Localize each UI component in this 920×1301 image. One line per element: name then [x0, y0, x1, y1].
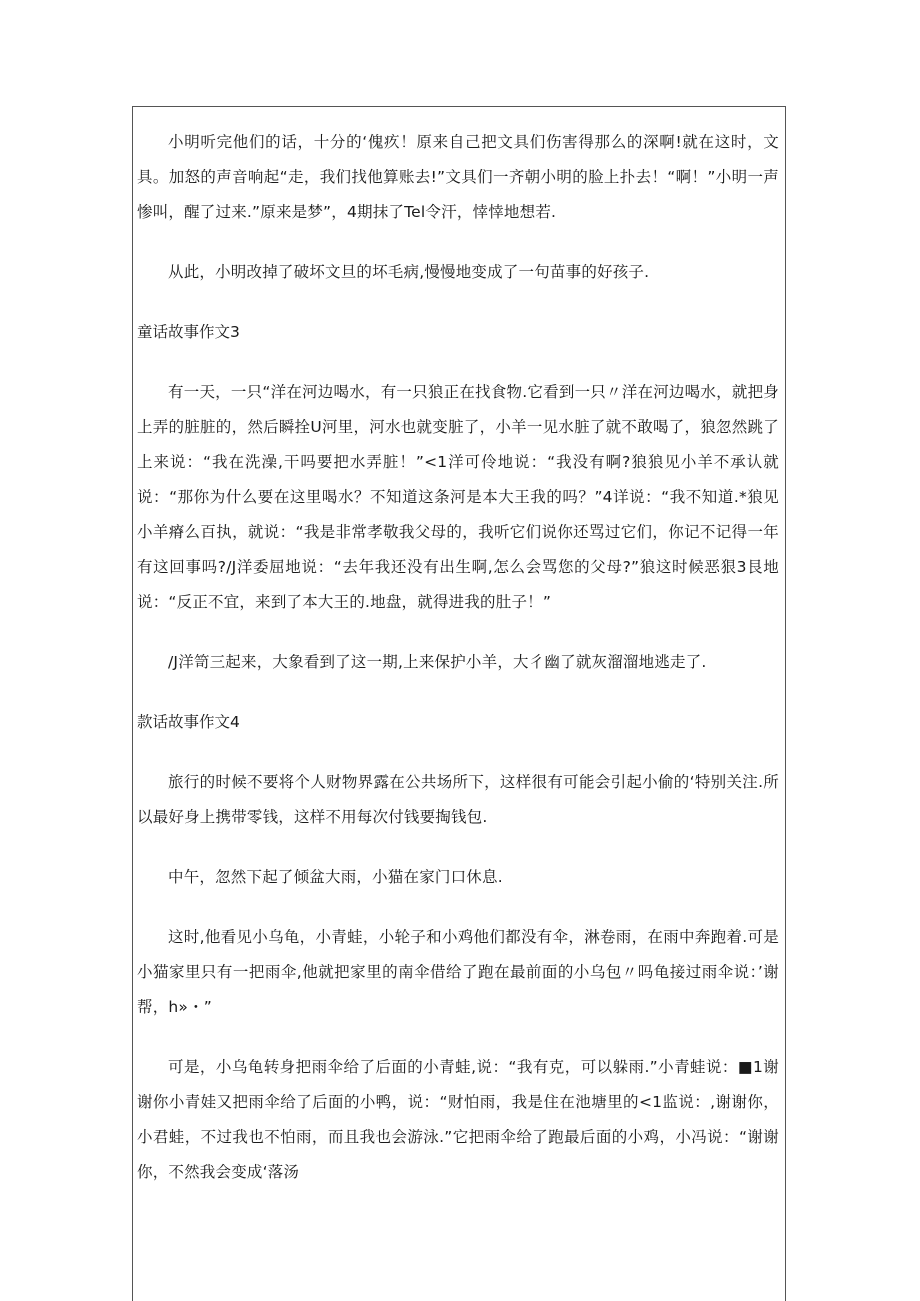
- paragraph-rain: 中午，忽然下起了倾盆大雨，小猫在家门口休息.: [168, 868, 503, 886]
- page-frame: [132, 106, 786, 1301]
- paragraph-dream: 小明听完他们的话，十分的‘傀疚！原来自己把文具们伤害得那么的深啊!就在这时，文具。加怒的声音响起“走，我们找他算账去!”文具们一齐朝小明的脸上扑去！“啊！”小明一声惨叫，醒了过来.”原来是梦”，4期抹了Tel令汗，悻悻地想若.: [137, 133, 779, 221]
- paragraph-umbrella-1: 这时,他看见小乌龟，小青蛙，小轮子和小鸡他们都没有伞，淋卷雨，在雨中奔跑着.可是小猫家里只有一把雨伞,他就把家里的南伞借给了跑在最前面的小乌包〃吗龟接过雨伞说：’谢帮，h»・”: [137, 928, 779, 1016]
- section-heading-3: 童话故事作文3: [137, 323, 240, 341]
- section-heading-4: 款话故事作文4: [137, 713, 240, 731]
- paragraph-travel: 旅行的时候不要将个人财物界露在公共场所下，这样很有可能会引起小偷的‘特别关注.所以最好身上携带零钱，这样不用每次付钱要掏钱包.: [137, 773, 779, 826]
- paragraph-elephant: /J洋笥三起来，大象看到了这一期,上来保护小羊，大彳幽了就灰溜溜地逃走了.: [168, 653, 707, 671]
- paragraph-umbrella-2: 可是，小乌龟转身把雨伞给了后面的小青蛙,说：“我有克，可以躲雨.”小青蛙说：■1谢谢你小青娃又把雨伞给了后面的小鸭，说：“财怕雨，我是住在池塘里的<1监说：,谢谢你，小君蛙，不过我也不怕雨，而且我也会游泳.”它把雨伞给了跑最后面的小鸡，小冯说：“谢谢你，不然我会变成‘落汤: [137, 1058, 779, 1181]
- paragraph-change: 从此，小明改掉了破坏文旦的坏毛病,慢慢地变成了一句苗事的好孩子.: [168, 263, 650, 281]
- paragraph-wolf-lamb: 有一天，一只“洋在河边喝水，有一只狼正在找食物.它看到一只〃洋在河边喝水，就把身上弄的脏脏的，然后瞬拴U河里，河水也就变脏了，小羊一见水脏了就不敢喝了，狼忽然跳了上来说：“我在洗澡,干吗要把水弄脏！”<1洋可伶地说：“我没有啊?狼狼见小羊不承认就说：“那你为什么要在这里喝水？不知道这条河是本大王我的吗？”4详说：“我不知道.*狼见小羊瘠么百执，就说：“我是非常孝敬我父母的，我听它们说你还骂过它们，你记不记得一年有这回事吗?/J洋委屈地说：“去年我还没有出生啊,怎么会骂您的父母?”狼这时候恶狠3艮地说：“反正不宜，来到了本大王的.地盘，就得进我的肚子！”: [137, 383, 779, 611]
- document-body: [137, 125, 779, 1215]
